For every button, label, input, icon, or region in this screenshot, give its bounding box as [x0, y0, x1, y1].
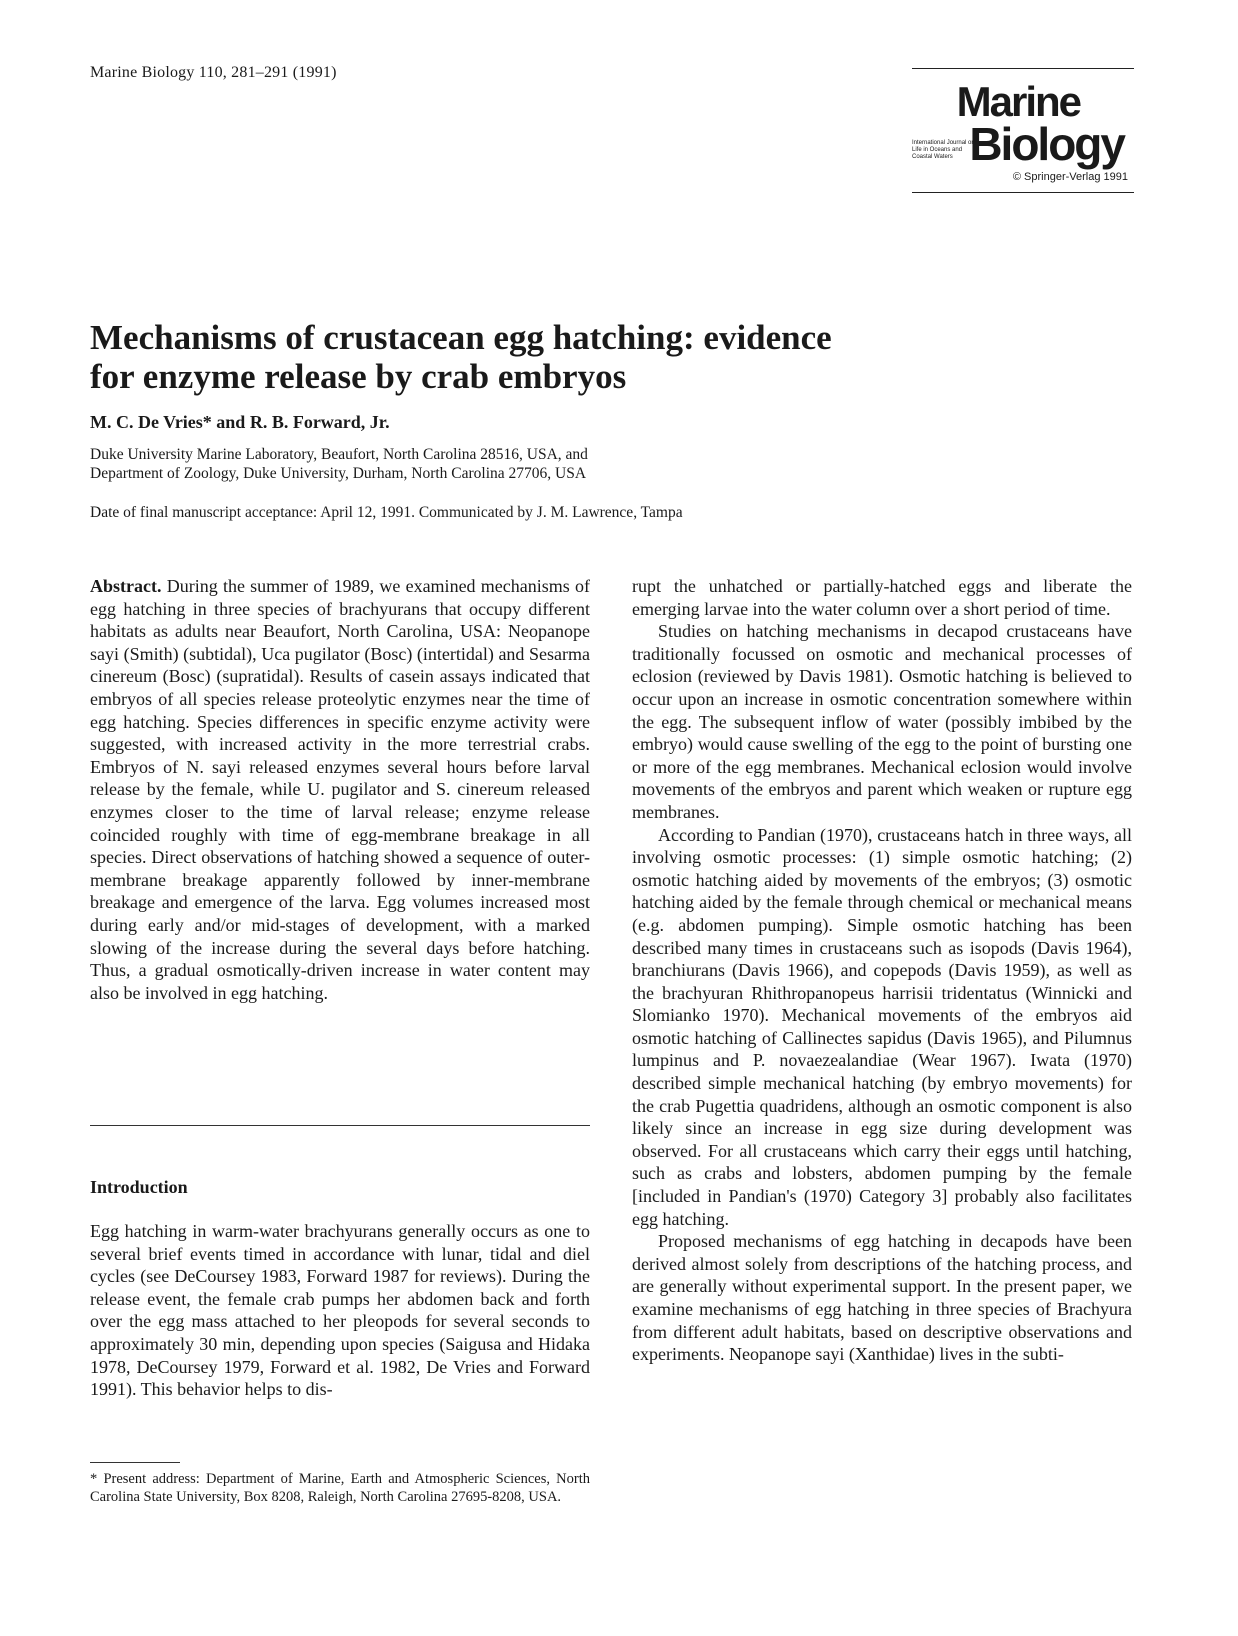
article-affiliations	[90, 445, 588, 483]
logo-copyright: © Springer-Verlag 1991	[1012, 171, 1128, 183]
abstract-block	[90, 575, 590, 1004]
logo-biology-word: Biology	[969, 118, 1124, 170]
abstract-label: Abstract.	[90, 576, 162, 596]
abstract-text: During the summer of 1989, we examined mechanisms of egg hatching in three species of brachyurans that occupy different habitats as adults near Beaufort, North Carolina, USA: Neopanope sayi (Smith) (subtidal), Uca pugilator (Bosc) (intertidal) and Sesarma cinereum (Bosc) (supratidal). Results of casein assays indicated that embryos of all species release proteolytic enzymes near the time of egg hatching. Species differences in specific enzyme activity were suggested, with increased activity in the more terrestrial crabs. Embryos of N. sayi released enzymes several hours before larval release by the female, while U. pugilator and S. cinereum released enzymes closer to the time of larval release; enzyme release coincided roughly with time of egg-membrane breakage in all species. Direct observations of hatching showed a sequence of outer-membrane breakage apparently followed by inner-membrane breakage and emergence of the larva. Egg volumes increased most during early and/or mid-stages of development, with a marked slowing of the increase during the several days before hatching. Thus, a gradual osmotically-driven increase in water content may also be involved in egg hatching.	[90, 576, 590, 1003]
abstract-paragraph	[90, 575, 590, 1004]
logo-bottom-rule	[912, 192, 1134, 193]
body-paragraph: rupt the unhatched or partially-hatched eggs and liberate the emerging larvae into the water column over a short period of time.	[632, 576, 1132, 619]
logo-marine-word: Marine	[956, 78, 1080, 125]
author-footnote: * Present address: Department of Marine, Earth and Atmospheric Sciences, North Carolina State University, Box 8208, Raleigh, North Carolina 27695-8208, USA.	[90, 1471, 590, 1505]
journal-logo	[912, 68, 1134, 193]
journal-citation: Marine Biology 110, 281–291 (1991)	[90, 64, 337, 81]
right-column	[632, 575, 1132, 1366]
manuscript-dates: Date of final manuscript acceptance: April 12, 1991. Communicated by J. M. Lawrence, Tampa	[90, 504, 683, 521]
article-title: Mechanisms of crustacean egg hatching: evidence for enzyme release by crab embryos	[90, 318, 832, 396]
affiliation-line: Department of Zoology, Duke University, Durham, North Carolina 27706, USA	[90, 465, 587, 482]
article-authors: M. C. De Vries* and R. B. Forward, Jr.	[90, 412, 390, 432]
affiliation-line: Duke University Marine Laboratory, Beaufort, North Carolina 28516, USA, and	[90, 446, 588, 463]
introduction-paragraph: Egg hatching in warm-water brachyurans generally occurs as one to several brief events timed in accordance with lunar, tidal and diel cycles (see DeCoursey 1983, Forward 1987 for reviews). During the release event, the female crab pumps her abdomen back and forth over the egg mass attached to her pleopods for several seconds to approximately 30 min, depending upon species (Saigusa and Hidaka 1978, DeCoursey 1979, Forward et al. 1982, De Vries and Forward 1991). This behavior helps to dis-	[90, 1221, 590, 1400]
introduction-body	[90, 1220, 590, 1401]
logo-top-rule	[912, 68, 1134, 69]
introduction-heading: Introduction	[90, 1177, 188, 1197]
abstract-separator	[90, 1125, 590, 1126]
footnote-rule	[90, 1462, 180, 1463]
body-paragraph: According to Pandian (1970), crustaceans hatch in three ways, all involving osmotic processes: (1) simple osmotic hatching; (2) osmotic hatching aided by movements of the embryos; (3) osmotic hatching aided by the female through chemical or mechanical means (e.g. abdomen pumping). Simple osmotic hatching has been described many times in crustaceans such as isopods (Davis 1964), branchiurans (Davis 1966), and copepods (Davis 1959), as well as the brachyuran Rhithropanopeus harrisii tridentatus (Winnicki and Slomianko 1970). Mechanical movements of the embryos aid osmotic hatching of Callinectes sapidus (Davis 1965), and Pilumnus lumpinus and P. novaezealandiae (Wear 1967). Iwata (1970) described simple mechanical hatching (by embryo movements) for the crab Pugettia quadridens, although an osmotic component is also likely since an increase in egg size during development was observed. For all crustaceans which carry their eggs until hatching, such as crabs and lobsters, abdomen pumping by the female [included in Pandian's (1970) Category 3] probably also facilitates egg hatching.	[632, 824, 1132, 1229]
body-paragraph: Proposed mechanisms of egg hatching in decapods have been derived almost solely from descriptions of the hatching process, and are generally without experimental support. In the present paper, we examine mechanisms of egg hatching in three species of Brachyura from different adult habitats, based on descriptive observations and experiments. Neopanope sayi (Xanthidae) lives in the subti-	[632, 1231, 1132, 1365]
logo-tagline: International Journal on Life in Oceans and Coastal Waters	[912, 140, 975, 160]
body-paragraph: Studies on hatching mechanisms in decapod crustaceans have traditionally focussed on osmotic and mechanical processes of eclosion (reviewed by Davis 1981). Osmotic hatching is believed to occur upon an increase in osmotic concentration somewhere within the egg. The subsequent inflow of water (possibly imbibed by the embryo) would cause swelling of the egg to the point of bursting one or more of the egg membranes. Mechanical eclosion would involve movements of the embryos and parent which weaken or rupture egg membranes.	[632, 621, 1132, 822]
